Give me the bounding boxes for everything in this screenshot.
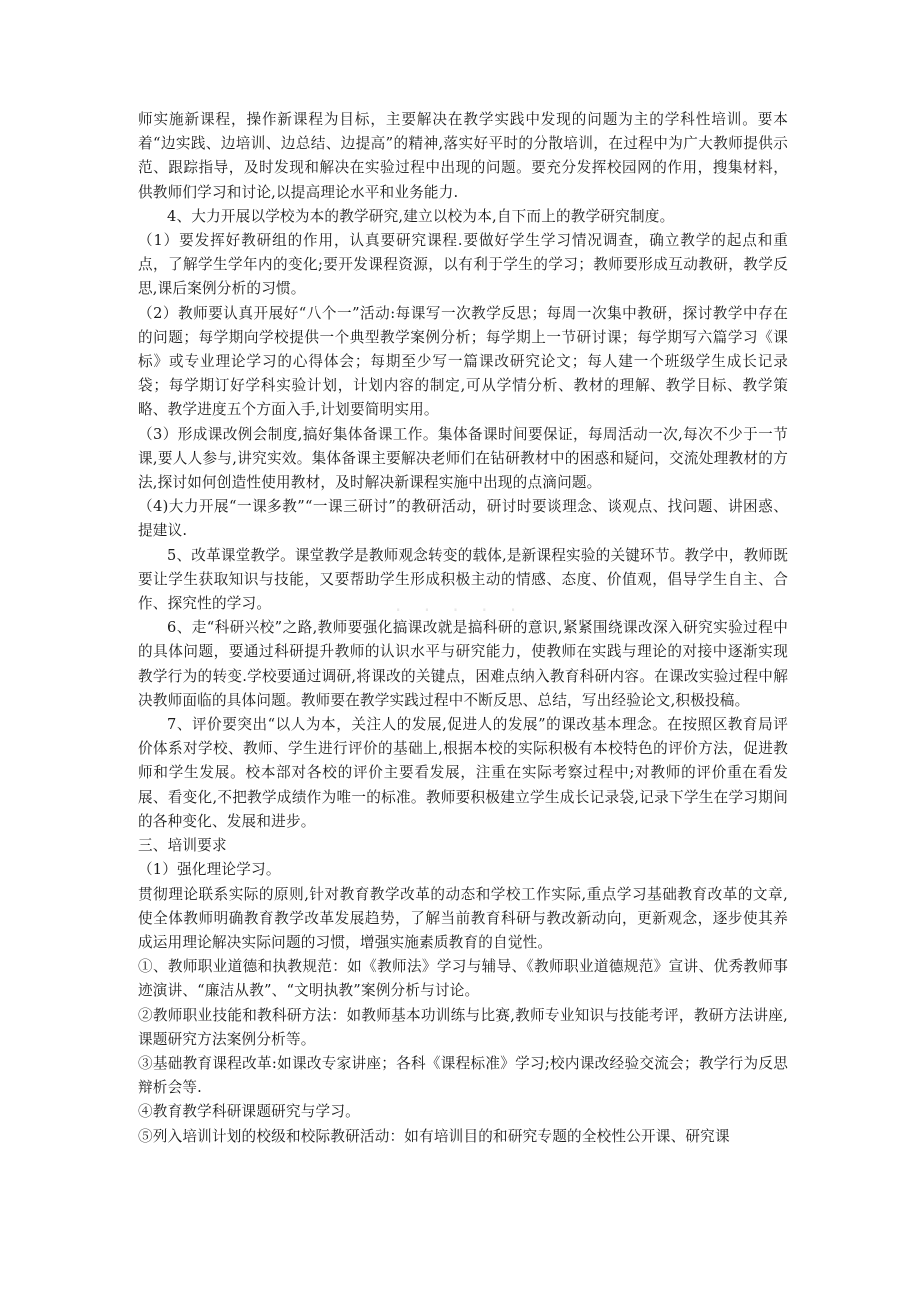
circled-item-2: ②教师职业技能和教科研方法：如教师基本功训练与比赛,教师专业知识与技能考评，教研方法讲座,课题研究方法案例分析等。 bbox=[138, 1006, 788, 1048]
section-6: 6、走“科研兴校”之路,教师要强化搞课改就是搞科研的意识,紧紧围绕课改深入研究实验过程中的具体问题，要通过科研提升教师的认识水平与研究能力，使教师在实践与理论的对接中逐渐实现教学行为的转变.学校要通过调研,将课改的关键点，困难点纳入教育科研内容。在课改实验过程中解决教师面临的具体问题。教师要在教学实践过程中不断反思、总结，写出经验论文,积极投稿。 bbox=[138, 619, 788, 709]
list-item-2: （2）教师要认真开展好“八个一”活动:每课写一次教学反思；每周一次集中教研，探讨教学中存在的问题；每学期向学校提供一个典型教学案例分析；每学期上一节研讨课；每学期写六篇学习《课标》或专业理论学习的心得体会；每期至少写一篇课改研究论文；每人建一个班级学生成长记录袋；每学期订好学科实验计划，计划内容的制定,可从学情分析、教材的理解、教学目标、教学策略、教学进度五个方面入手,计划要简明实用。 bbox=[138, 304, 788, 419]
circled-item-1: ①、教师职业道德和执教规范：如《教师法》学习与辅导、《教师职业道德规范》宣讲、优秀教师事迹演讲、“廉洁从教”、“文明执教”案例分析与讨论。 bbox=[138, 958, 788, 1000]
list-item-4: （4)大力开展“一课多教”“一课三研讨”的教研活动，研讨时要谈理念、谈观点、找问题、讲困惑、提建议. bbox=[138, 498, 788, 540]
section-7: 7、评价要突出“以人为本，关注人的发展,促进人的发展”的课改基本理念。在按照区教育局评价体系对学校、教师、学生进行评价的基础上,根据本校的实际积极有本校特色的评价方法，促进教师和学生发展。校本部对各校的评价主要看发展，注重在实际考察过程中;对教师的评价重在看发展、看变化,不把教学成绩作为唯一的标准。教师要积极建立学生成长记录袋,记录下学生在学习期间的各种变化、发展和进步。 bbox=[138, 716, 788, 830]
faint-watermark: · · · · · bbox=[395, 598, 525, 622]
section-5: 5、改革课堂教学。课堂教学是教师观念转变的载体,是新课程实验的关键环节。教学中，教师既要让学生获取知识与技能，又要帮助学生形成积极主动的情感、态度、价值观，倡导学生自主、合作、探究性的学习。 bbox=[138, 546, 788, 613]
circled-item-4: ④教育教学科研课题研究与学习。 bbox=[138, 1103, 360, 1121]
subheading-theory: （1）强化理论学习。 bbox=[138, 861, 281, 879]
paragraph-intro: 师实施新课程，操作新课程为目标，主要解决在教学实践中发现的问题为主的学科性培训。要本着“边实践、边培训、边总结、边提高”的精神,落实好平时的分散培训，在过程中为广大教师提供示范、跟踪指导，及时发现和解决在实验过程中出现的问题。要充分发挥校园网的作用，搜集材料，供教师们学习和讨论,以提高理论水平和业务能力. bbox=[138, 111, 788, 201]
document-body bbox=[138, 108, 788, 1149]
circled-item-5: ⑤列入培训计划的校级和校际教研活动：如有培训目的和研究专题的全校性公开课、研究课 bbox=[138, 1127, 730, 1145]
paragraph-theory: 贯彻理论联系实际的原则,针对教育教学改革的动态和学校工作实际,重点学习基础教育改革的文章,使全体教师明确教育教学改革发展趋势，了解当前教育科研与教改新动向，更新观念，逐步使其养成运用理论解决实际问题的习惯，增强实施素质教育的自觉性。 bbox=[138, 885, 788, 951]
list-item-1: （1）要发挥好教研组的作用，认真要研究课程.要做好学生学习情况调查，确立教学的起点和重点，了解学生学年内的变化;要开发课程资源，以有利于学生的学习；教师要形成互动教研，教学反思,课后案例分析的习惯。 bbox=[138, 232, 788, 298]
section-heading-3: 三、培训要求 bbox=[138, 837, 227, 855]
list-item-3: （3）形成课改例会制度,搞好集体备课工作。集体备课时间要保证，每周活动一次,每次不少于一节课,要人人参与,讲究实效。集体备课主要解决老师们在钻研教材中的困惑和疑问，交流处理教材的方法,探讨如何创造性使用教材，及时解决新课程实施中出现的点滴问题。 bbox=[138, 425, 788, 492]
circled-item-3: ③基础教育课程改革:如课改专家讲座；各科《课程标准》学习;校内课改经验交流会；教学行为反思辩析会等. bbox=[138, 1054, 788, 1097]
section-heading-4: 4、大力开展以学校为本的教学研究,建立以校为本,自下而上的教学研究制度。 bbox=[167, 207, 675, 225]
